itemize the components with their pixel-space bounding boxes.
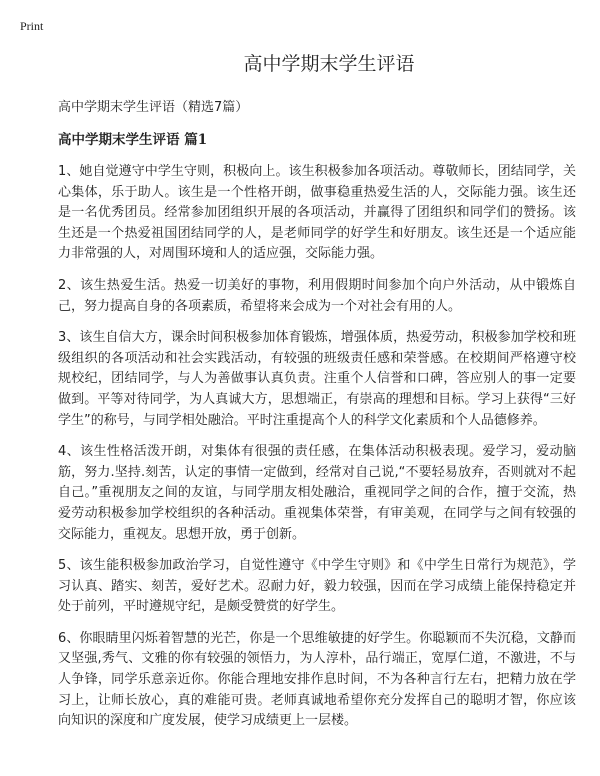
paragraph-1: 1、她自觉遵守中学生守则，积极向上。该生积极参加各项活动。尊敬师长，团结同学，关心集体，乐于助人。该生是一个性格开朗，做事稳重热爱生活的人，交际能力强。该生还是一名优秀团员。经常参加团组织开展的各项活动，并赢得了团组织和同学们的赞扬。该生还是一个热爱祖国团结同学的人，是老师同学的好学生和好朋友。该生还是一个适应能力非常强的人，对周围环境和人的适应强，交际能力强。 (58, 164, 576, 262)
paragraph-2: 2、该生热爱生活。热爱一切美好的事物，利用假期时间参加个向户外活动，从中锻炼自己，努力提高自身的各项素质，希望将来会成为一个对社会有用的人。 (58, 277, 576, 314)
document-subtitle: 高中学期末学生评语（精选7篇） (58, 100, 249, 115)
paragraph-4: 4、该生性格活泼开朗，对集体有很强的责任感，在集体活动积极表现。爱学习，爱动脑筋，努力.坚持.刻苦，认定的事情一定做到，经常对自己说,“不要轻易放弃，否则就对不起自己。”重视朋友之间的友谊，与同学朋友相处融洽，重视同学之间的合作，擅于交流，热爱劳动积极参加学校组织的各种活动。重视集体荣誉，有审美观，在同学与之间有较强的交际能力，重视友。思想开放，勇于创新。 (58, 444, 576, 542)
page-title: 高中学期末学生评语 (243, 53, 415, 75)
document-page (58, 48, 576, 743)
section-heading: 高中学期末学生评语 篇1 (58, 132, 208, 148)
paragraph-3: 3、该生自信大方，课余时间积极参加体育锻炼，增强体质，热爱劳动，积极参加学校和班级组织的各项活动和社会实践活动，有较强的班级责任感和荣誉感。在校期间严格遵守校规校纪，团结同学，与人为善做事认真负责。注重个人信誉和口碑，答应别人的事一定要做到。平等对待同学，为人真诚大方，思想端正，有崇高的理想和目标。学习上获得“三好学生”的称号，与同学相处融洽。平时注重提高个人的科学文化素质和个人品德修养。 (58, 330, 576, 428)
paragraph-6: 6、你眼睛里闪烁着智慧的光芒，你是一个思维敏捷的好学生。你聪颖而不失沉稳，文静而又坚强,秀气、文雅的你有较强的领悟力，为人淳朴，品行端正，宽厚仁道，不激进，不与人争锋，同学乐意亲近你。你能合理地安排作息时间，不为各种言行左右，把精力放在学习上，让师长放心，真的难能可贵。老师真诚地希望你充分发挥自己的聪明才智，你应该向知识的深度和广度发展，使学习成绩更上一层楼。 (58, 630, 576, 729)
paragraph-5: 5、该生能积极参加政治学习，自觉性遵守《中学生守则》和《中学生日常行为规范》，学习认真、踏实、刻苦，爱好艺术。忍耐力好，毅力较强，因而在学习成绩上能保持稳定并处于前列，平时遵规守纪，是颇受赞赏的好学生。 (58, 558, 576, 615)
print-link[interactable]: Print (20, 19, 44, 33)
